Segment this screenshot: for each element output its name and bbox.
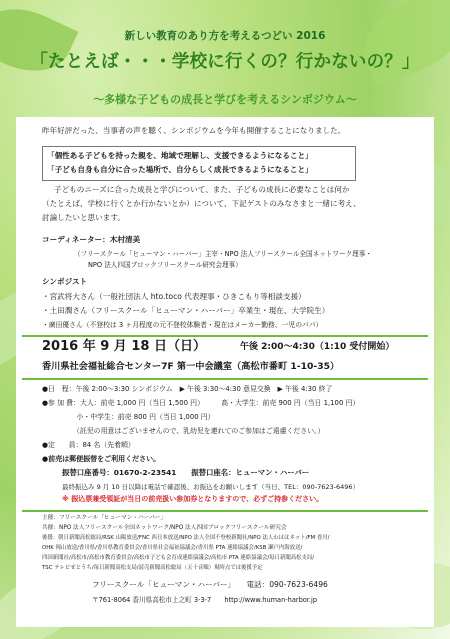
page-subtitle: ～多様な子どもの成長と学びを考えるシンポジウム～ bbox=[93, 93, 357, 106]
credit-line: 主催：フリースクール「ヒューマン・ハーバー」 bbox=[42, 515, 167, 521]
footer-org: フリースクール「ヒューマン・ハーバー」 電話：090-7623-6496 bbox=[92, 580, 328, 589]
goal-item: 「個性ある子どもを持った親を、地域で理解し、支援できるようになること」 bbox=[47, 151, 313, 160]
page-title: 「たとえば・・・学校に行くの？行かないの？」 bbox=[30, 52, 420, 72]
event-venue: 香川県社会福祉総合センター7F 第一中会議室（高松市番町 1-10-35） bbox=[42, 361, 340, 372]
body-line: （たとえば、学校に行くとか行かないとか）について、下記ゲストのみなさまと一緒に考え、 bbox=[42, 199, 361, 208]
credit-line: 共催：NPO 法人フリースクール全国ネットワーク/NPO 法人四国ブロックフリースクール研究会 bbox=[42, 525, 287, 531]
footer-address: 〒761-8064 香川県高松市上之町 3-3-7 http://www.human-harbor.jp bbox=[92, 596, 318, 604]
divider bbox=[22, 510, 428, 512]
goal-item: 「子ども自身も自分に合った場所で、自分らしく成長できるようになること」 bbox=[47, 165, 313, 174]
body-line: 討論したいと思います。 bbox=[42, 213, 125, 222]
detail-line: ●参 加 費：大人：前売 1,000 円（当日 1,500 円） 高・大学生：前売 900 円（当日 1,100 円） bbox=[42, 399, 360, 407]
event-date: 2016 年 9 月 18 日（日） bbox=[42, 339, 206, 354]
credit-line: 後援：朝日新聞高松総局/RSK 山陽放送/FNC 西日本放送/NPO 法人全国不登校新聞社/NPO 法人わははネット/FM 香川/ bbox=[42, 535, 330, 541]
detail-line: ●日 程：午後 2:00～3:30 シンポジウム ▶ 午後 3:30～4:30 意見交換 ▶ 午後 4:30 終了 bbox=[42, 385, 333, 393]
detail-line: 小・中学生：前売 800 円（当日 1,000 円） bbox=[42, 413, 215, 421]
divider bbox=[22, 378, 428, 380]
body-line: 子どものニーズに合った成長と学びについて、また、子どもの成長に必要なことは何か bbox=[54, 185, 350, 194]
panelist-item: ・廣田優さん（不登校は 3 ヶ月程度の元不登校体験者・現在はメーカー勤務、一児のパパ） bbox=[42, 321, 323, 329]
detail-line: ●前売は郵便振替をご利用ください。 bbox=[42, 455, 161, 463]
panelists-label: シンポジスト bbox=[42, 277, 88, 286]
event-time: 午後 2:00～4:30（1:10 受付開始） bbox=[240, 342, 395, 352]
coordinator-detail: NPO 法人四国ブロックフリースクール研究会理事） bbox=[88, 261, 242, 269]
coordinator-label: コーディネーター：木村清美 bbox=[42, 235, 141, 244]
credit-line: 四国新聞社/高松市/高松市教育委員会/高松市子ども会育成連絡協議会/高松市 PTA 連絡協議会/毎日新聞高松支局/ bbox=[42, 555, 315, 561]
credit-line: OHK 岡山放送/香川県/香川県教育委員会/香川県社会福祉協議会/香川県 PTA 連絡協議会/KSB 瀬戸内海放送/ bbox=[42, 545, 303, 551]
credit-line: TSC テレビせとうち/毎日新聞高松支局/読売新聞高松総局（五十音順）現時点では後援予定 bbox=[42, 565, 263, 571]
leaf-decoration bbox=[351, 0, 450, 87]
detail-line: （託児の用意はございませんので、乳幼児を連れてのご参加はご遠慮ください。） bbox=[42, 427, 325, 435]
detail-line: ●定 員：84 名（先着順） bbox=[42, 441, 135, 449]
coordinator-detail: （フリースクール「ヒューマン・ハーバー」主宰・NPO 法人フリースクール全国ネットワーク理事・ bbox=[74, 250, 372, 258]
panelist-item: ・宮武将大さん（一般社団法人 hto.toco 代表理事・ひきこもり等相談支援） bbox=[42, 292, 306, 301]
goals-box bbox=[42, 146, 356, 181]
payment-note: 最終振込み 9 月 10 日以降は電話で確認後、お振込をお願いします（当日、TEL：090-7623-6496） bbox=[62, 483, 360, 491]
panelist-item: ・土田潤さん（フリースクール「ヒューマン・ハーバー」卒業生・現在、大学院生） bbox=[42, 306, 330, 315]
event-kicker: 新しい教育のあり方を考えるつどい 2016 bbox=[124, 30, 326, 42]
intro-text: 昨年好評だった、当事者の声を聴く、シンポジウムを今年も開催することになりました。 bbox=[42, 126, 346, 135]
payment-account: 振替口座番号：01670-2-23541 振替口座名：ヒューマン・ハーバー bbox=[62, 468, 310, 477]
payment-warning: ※ 振込票兼受領証が当日の前売扱い参加券となりますので、必ずご持参ください。 bbox=[62, 495, 324, 503]
divider bbox=[22, 335, 428, 337]
leaf-decoration bbox=[0, 0, 78, 86]
